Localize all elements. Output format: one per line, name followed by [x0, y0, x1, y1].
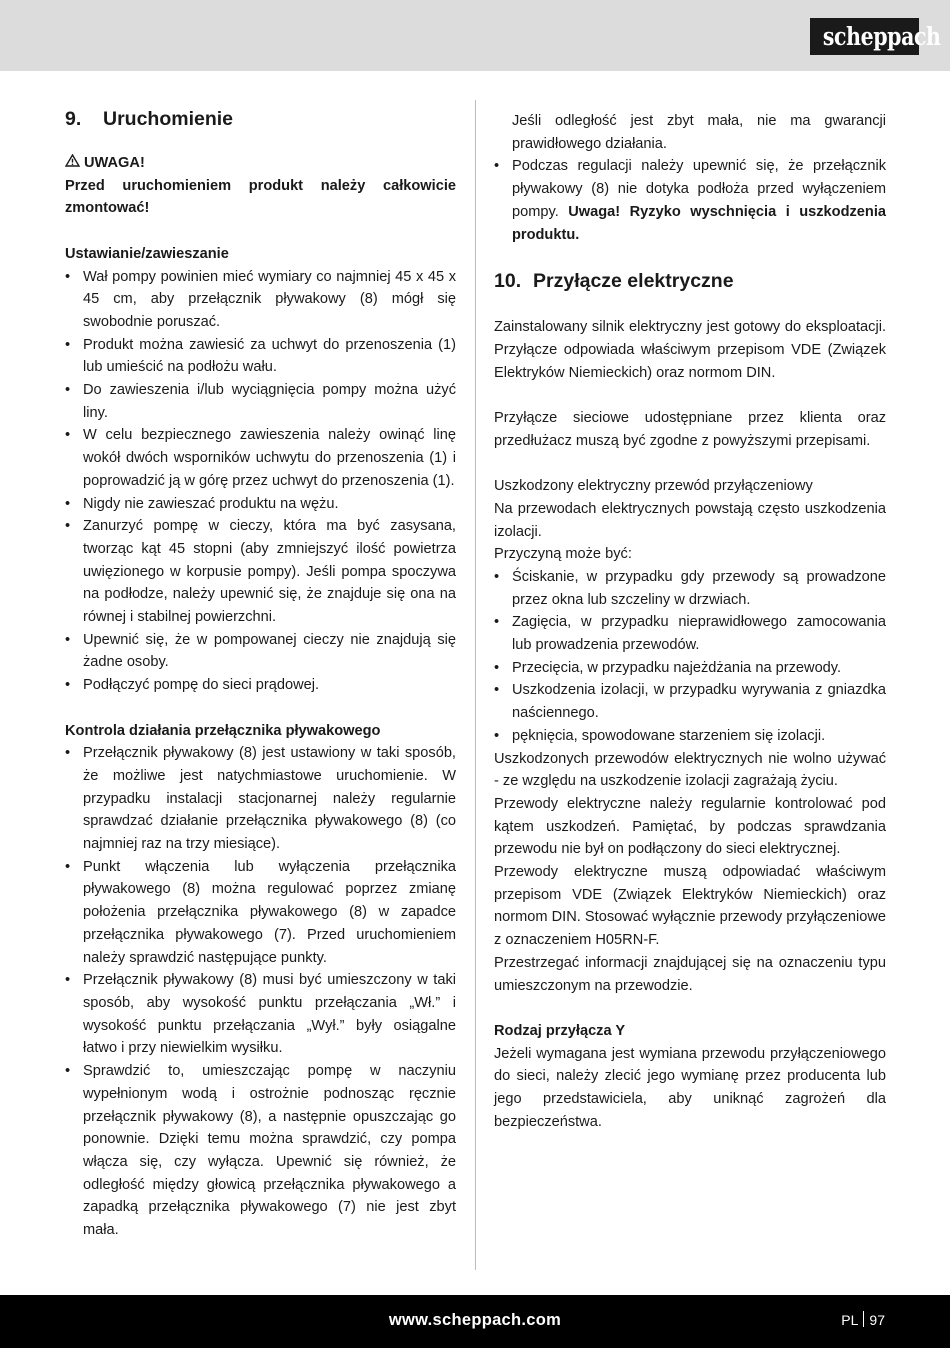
footer-url: www.scheppach.com	[388, 1311, 562, 1329]
list-item: • Do zawieszenia i/lub wyciągnięcia pompy można użyć liny.	[65, 379, 456, 424]
list-item: • pęknięcia, spowodowane starzeniem się izolacji.	[494, 725, 886, 748]
list-item: • Upewnić się, że w pompowanej cieczy nie znajdują się żadne osoby.	[65, 629, 456, 674]
float-check-list	[65, 742, 456, 1241]
caution-note: Uwaga! Ryzyko wyschnięcia i uszkodzenia produktu.	[512, 203, 886, 243]
list-item: • Ściskanie, w przypadku gdy przewody są prowadzone przez okna lub szczeliny w drzwiach.	[494, 566, 886, 611]
column-divider	[475, 100, 476, 1270]
damaged-cable-heading: Uszkodzony elektryczny przewód przyłączeniowy	[494, 478, 813, 495]
warning-text: Przed uruchomieniem produkt należy całkowicie zmontować!	[65, 177, 456, 217]
header-bar	[0, 0, 950, 71]
list-item: • Podczas regulacji należy upewnić się, że przełącznik pływakowy (8) nie dotyka podłoża przed wyłączeniem pompy. Uwaga! Ryzyko wyschnięcia i uszkodzenia produktu.	[494, 155, 886, 246]
list-item: • Punkt włączenia lub wyłączenia przełącznika pływakowego (8) można regulować poprzez zmianę położenia przełącznika pływakowego (8) w zapadce przełącznika pływakowego (7). Przed uruchomieniem należy sprawdzić następujące punkty.	[65, 856, 456, 970]
continued-text: Jeśli odległość jest zbyt mała, nie ma gwarancji prawidłowego działania.	[512, 113, 886, 152]
paragraph: Przyczyną może być:	[494, 546, 632, 563]
section-10-heading: 10. Przyłącze elektryczne	[494, 270, 734, 293]
paragraph: Zainstalowany silnik elektryczny jest gotowy do eksploatacji. Przyłącze odpowiada właściwym przepisom VDE (Związek Elektryków Niemieckich) oraz normom DIN.	[494, 319, 886, 381]
brand-logo: scheppach	[810, 18, 919, 55]
page-number: PL 97	[841, 1312, 885, 1328]
paragraph: Przewody elektryczne należy regularnie kontrolować pod kątem uszkodzeń. Pamiętać, by podczas sprawdzania przewodu nie był on podłączony do sieci elektrycznej.	[494, 795, 886, 858]
list-item: • Nigdy nie zawieszać produktu na wężu.	[65, 493, 456, 516]
list-item: • Zanurzyć pompę w cieczy, która ma być zasysana, tworząc kąt 45 stopni (aby zmniejszyć ilość powietrza uwięzionego w korpusie pompy). Jeśli pompa spoczywa na podłodze, należy upewnić się, że znajduje się ona na równej i stabilnej powierzchni.	[65, 515, 456, 629]
cause-list	[494, 566, 886, 748]
continued-list	[494, 155, 886, 246]
list-item: • Przełącznik pływakowy (8) jest ustawiony w taki sposób, że możliwe jest natychmiastowe uruchomienie. W przypadku instalacji stacjonarnej należy regularnie sprawdzać działanie przełącznika pływakowego (8) (co najmniej raz na trzy miesiące).	[65, 742, 456, 856]
setup-heading: Ustawianie/zawieszanie	[65, 245, 229, 262]
float-check-heading: Kontrola działania przełącznika pływakowego	[65, 722, 381, 739]
warning-triangle-icon	[65, 152, 80, 175]
paragraph: Przyłącze sieciowe udostępniane przez klienta oraz przedłużacz muszą być zgodne z powyższymi przepisami.	[494, 410, 886, 449]
paragraph: Jeżeli wymagana jest wymiana przewodu przyłączeniowego do sieci, należy zlecić jego wymianę przez producenta lub jego przedstawiciela, aby uniknąć zagrożeń dla bezpieczeństwa.	[494, 1045, 886, 1130]
list-item: • Przecięcia, w przypadku najeżdżania na przewody.	[494, 657, 886, 680]
warning-label: UWAGA!	[65, 152, 456, 175]
list-item: • Zagięcia, w przypadku nieprawidłowego zamocowania lub prowadzenia przewodów.	[494, 611, 886, 656]
list-item: • Podłączyć pompę do sieci prądowej.	[65, 674, 456, 697]
paragraph: Uszkodzonych przewodów elektrycznych nie wolno używać - ze względu na uszkodzenie izolacji zagrażają życiu.	[494, 750, 886, 790]
footer-bar	[0, 1295, 950, 1348]
right-column	[494, 110, 886, 1133]
list-item: • Produkt można zawiesić za uchwyt do przenoszenia (1) lub umieścić na podłożu wału.	[65, 334, 456, 379]
list-item: • Wał pompy powinien mieć wymiary co najmniej 45 x 45 x 45 cm, aby przełącznik pływakowy (8) mógł się swobodnie poruszać.	[65, 266, 456, 334]
list-item: • Uszkodzenia izolacji, w przypadku wyrywania z gniazdka naściennego.	[494, 679, 886, 724]
y-type-heading: Rodzaj przyłącza Y	[494, 1022, 626, 1039]
list-item: • W celu bezpiecznego zawieszenia należy owinąć linę wokół dwóch wsporników uchwytu do przenoszenia (1) i poprowadzić ją w górę przez uchwyt do przenoszenia (1).	[65, 424, 456, 492]
paragraph: Przestrzegać informacji znajdującej się na oznaczeniu typu umieszczonym na przewodzie.	[494, 954, 886, 994]
paragraph: Przewody elektryczne muszą odpowiadać właściwym przepisom VDE (Związek Elektryków Niemieckich) oraz normom DIN. Stosować wyłącznie przewody przyłączeniowe z oznaczeniem H05RN-F.	[494, 864, 886, 949]
list-item: • Przełącznik pływakowy (8) musi być umieszczony w taki sposób, aby wysokość punktu przełączania „Wł.” i wysokość punktu przełączania „Wył.” były osiągalne łatwo i przy niewielkim wysiłku.	[65, 969, 456, 1060]
setup-list	[65, 266, 456, 697]
paragraph: Na przewodach elektrycznych powstają często uszkodzenia izolacji.	[494, 500, 886, 540]
list-item: • Sprawdzić to, umieszczając pompę w naczyniu wypełnionym wodą i ostrożnie podnosząc ręcznie przełącznik pływakowy (8), a następnie opuszczając go ponownie. Dzięki temu można sprawdzić, czy pompa włącza się, czy wyłącza. Upewnić się również, że odległość między głowicą przełącznika pływakowego a zapadką przełącznika pływakowego (7) nie jest zbyt mała.	[65, 1060, 456, 1242]
section-9-heading: 9. Uruchomienie	[65, 108, 234, 130]
left-column	[65, 106, 456, 1242]
